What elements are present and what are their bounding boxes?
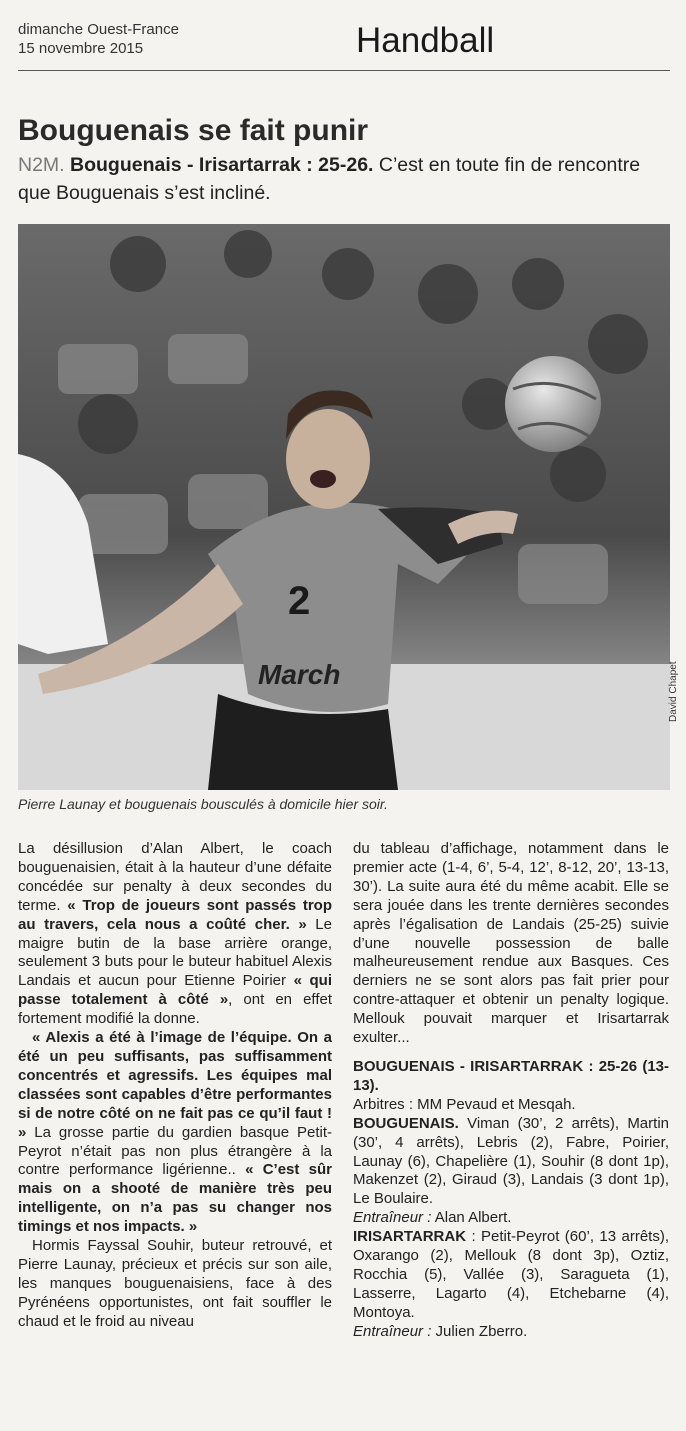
away-team-name: IRISARTARRAK (353, 1228, 467, 1246)
home-coach-name: Alan Albert. (431, 1209, 512, 1227)
away-coach-label: Entraîneur : (353, 1322, 432, 1340)
standfirst-text: C’est en toute fin de rencontre que Bouguenais s’est incliné. (18, 154, 641, 204)
standfirst (18, 151, 658, 207)
p1-quote-b: « qui passe totalement à côté » (18, 972, 332, 1009)
home-team-name: BOUGUENAIS. (353, 1114, 459, 1132)
svg-text:March: March (258, 659, 341, 690)
standfirst-league: N2M. (18, 154, 65, 176)
paragraph-3-continued: du tableau d’affichage, notamment dans le premier acte (1-4, 6’, 5-4, 12’, 8-12, 20’, 13-13, 30’). La suite aura été du même acabit. Elle se sera jouée dans les trente dernières secondes après l’égalisation de Landais (25-25) suivie d’une nouvelle possession de balle malheureusement rendue aux Basques. Ces derniers ne se sont alors pas fait prier pour contre-attaquer et obtenir un penalty logique. Mellouk pouvait marquer et Irisartarrak exulter... (353, 840, 669, 1047)
p1-quote-a: « Trop de joueurs sont passés trop au travers, cela nous a coûté cher. » (18, 896, 332, 933)
paragraph-1 (18, 840, 332, 1029)
svg-text:2: 2 (288, 579, 311, 623)
away-team-players: : Petit-Peyrot (60’, 13 arrêts), Oxarango (2), Mellouk (8 dont 3p), Oztiz, Rocchia (5), Vallée (3), Saragueta (1), Lasserre, Lagarto (4), Etchebarne (4), Montoya. (353, 1228, 669, 1321)
p2-quote-c: « C’est sûr mais on a shooté de manière très peu intelligente, on n’a pas su changer nos timings et nos impacts. » (18, 1161, 332, 1236)
p2-text: La grosse partie du gardien basque Petit-Peyrot n’était pas non plus étrangère à la contre performance ligérienne.. (18, 1123, 332, 1179)
article-photo (18, 224, 670, 790)
masthead (18, 18, 670, 71)
newspaper-day: dimanche Ouest-France (18, 21, 179, 38)
article-column-right (353, 840, 669, 1342)
photo-caption: Pierre Launay et bouguenais bousculés à domicile hier soir. (18, 796, 388, 812)
standfirst-score: Bouguenais - Irisartarrak : 25-26. (70, 154, 374, 176)
date-block (18, 20, 179, 58)
results-referees: Arbitres : MM Pevaud et Mesqah. (353, 1095, 576, 1113)
p2-quote-b: On a été un peu suffisants, pas suffisamment concentrés et agressifs. Les équipes mal classées sont capables d’être performantes si de notre côté on ne fait pas ce qu’il faut ! » (18, 1029, 332, 1141)
results-away-lineup (353, 1228, 669, 1323)
results-away-coach (353, 1323, 669, 1342)
home-team-players: Viman (30’, 2 arrêts), Martin (30’, 4 arrêts), Lebris (2), Fabre, Poirier, Launay (6), Chapelière (1), Souhir (8 dont 1p), Makenzet (2), Giraud (3), Landais (3 dont 1p), Le Boulaire. (353, 1114, 669, 1208)
newspaper-date: 15 novembre 2015 (18, 40, 144, 57)
article-column-left (18, 840, 332, 1332)
home-coach-label: Entraîneur : (353, 1209, 432, 1227)
results-title: BOUGUENAIS - IRISARTARRAK : 25-26 (13-13). (353, 1057, 669, 1094)
results-home-coach (353, 1209, 669, 1228)
p2-quote-a: « Alexis a été à l’image de l’équipe. (32, 1029, 298, 1047)
paragraph-2 (18, 1029, 332, 1237)
away-coach-name: Julien Zberro. (431, 1322, 528, 1340)
p1-text-c: , ont en effet fortement modifié la donne. (18, 991, 332, 1028)
p1-text-b: Le maigre butin de la base arrière orange, seulement 3 buts pour le buteur habituel Alexis Landais et aucun pour Etienne Poirier (18, 915, 332, 990)
photo-credit: David Chapet (668, 661, 679, 722)
results-home-lineup (353, 1115, 669, 1210)
p1-text-a: La désillusion d’Alan Albert, le coach bouguenaisien, était à la hauteur d’une défaite concédée sur penalty à deux secondes du terme. (18, 840, 332, 914)
paragraph-3: Hormis Fayssal Souhir, buteur retrouvé, et Pierre Launay, précieux et précis sur son aile, les manques bouguenaisiens, face à des Pyrénéens opportunistes, ont fait souffler le chaud et le froid au niveau (18, 1237, 332, 1330)
section-rubric: Handball (356, 21, 495, 60)
headline: Bouguenais se fait punir (18, 114, 369, 147)
